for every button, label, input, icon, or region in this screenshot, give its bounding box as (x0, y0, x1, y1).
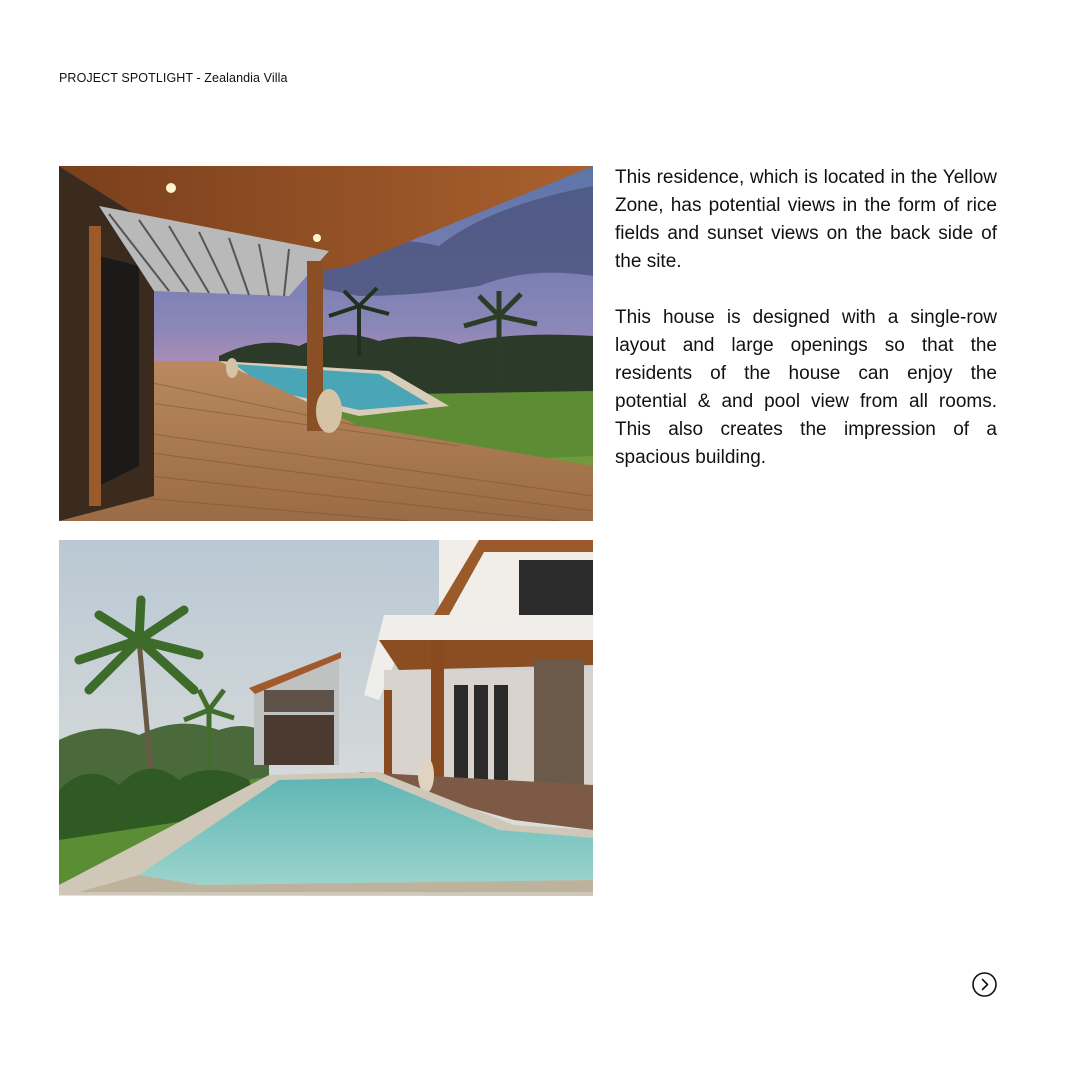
villa-pool-photo (59, 540, 593, 896)
page-title: PROJECT SPOTLIGHT - Zealandia Villa (59, 71, 288, 85)
description-paragraph: This house is designed with a single-row layout and large openings so that the residents of the house can enjoy the potential & and pool view from all rooms. This also creates the impression of a spacious building. (615, 307, 997, 468)
deck-sunset-photo (59, 166, 593, 521)
chevron-right-circle-icon (972, 972, 997, 997)
next-button[interactable] (972, 972, 997, 997)
description-paragraph: This residence, which is located in the Yellow Zone, has potential views in the form of rice fields and sunset views on the back side of the site. (615, 167, 997, 272)
project-description (615, 164, 997, 500)
